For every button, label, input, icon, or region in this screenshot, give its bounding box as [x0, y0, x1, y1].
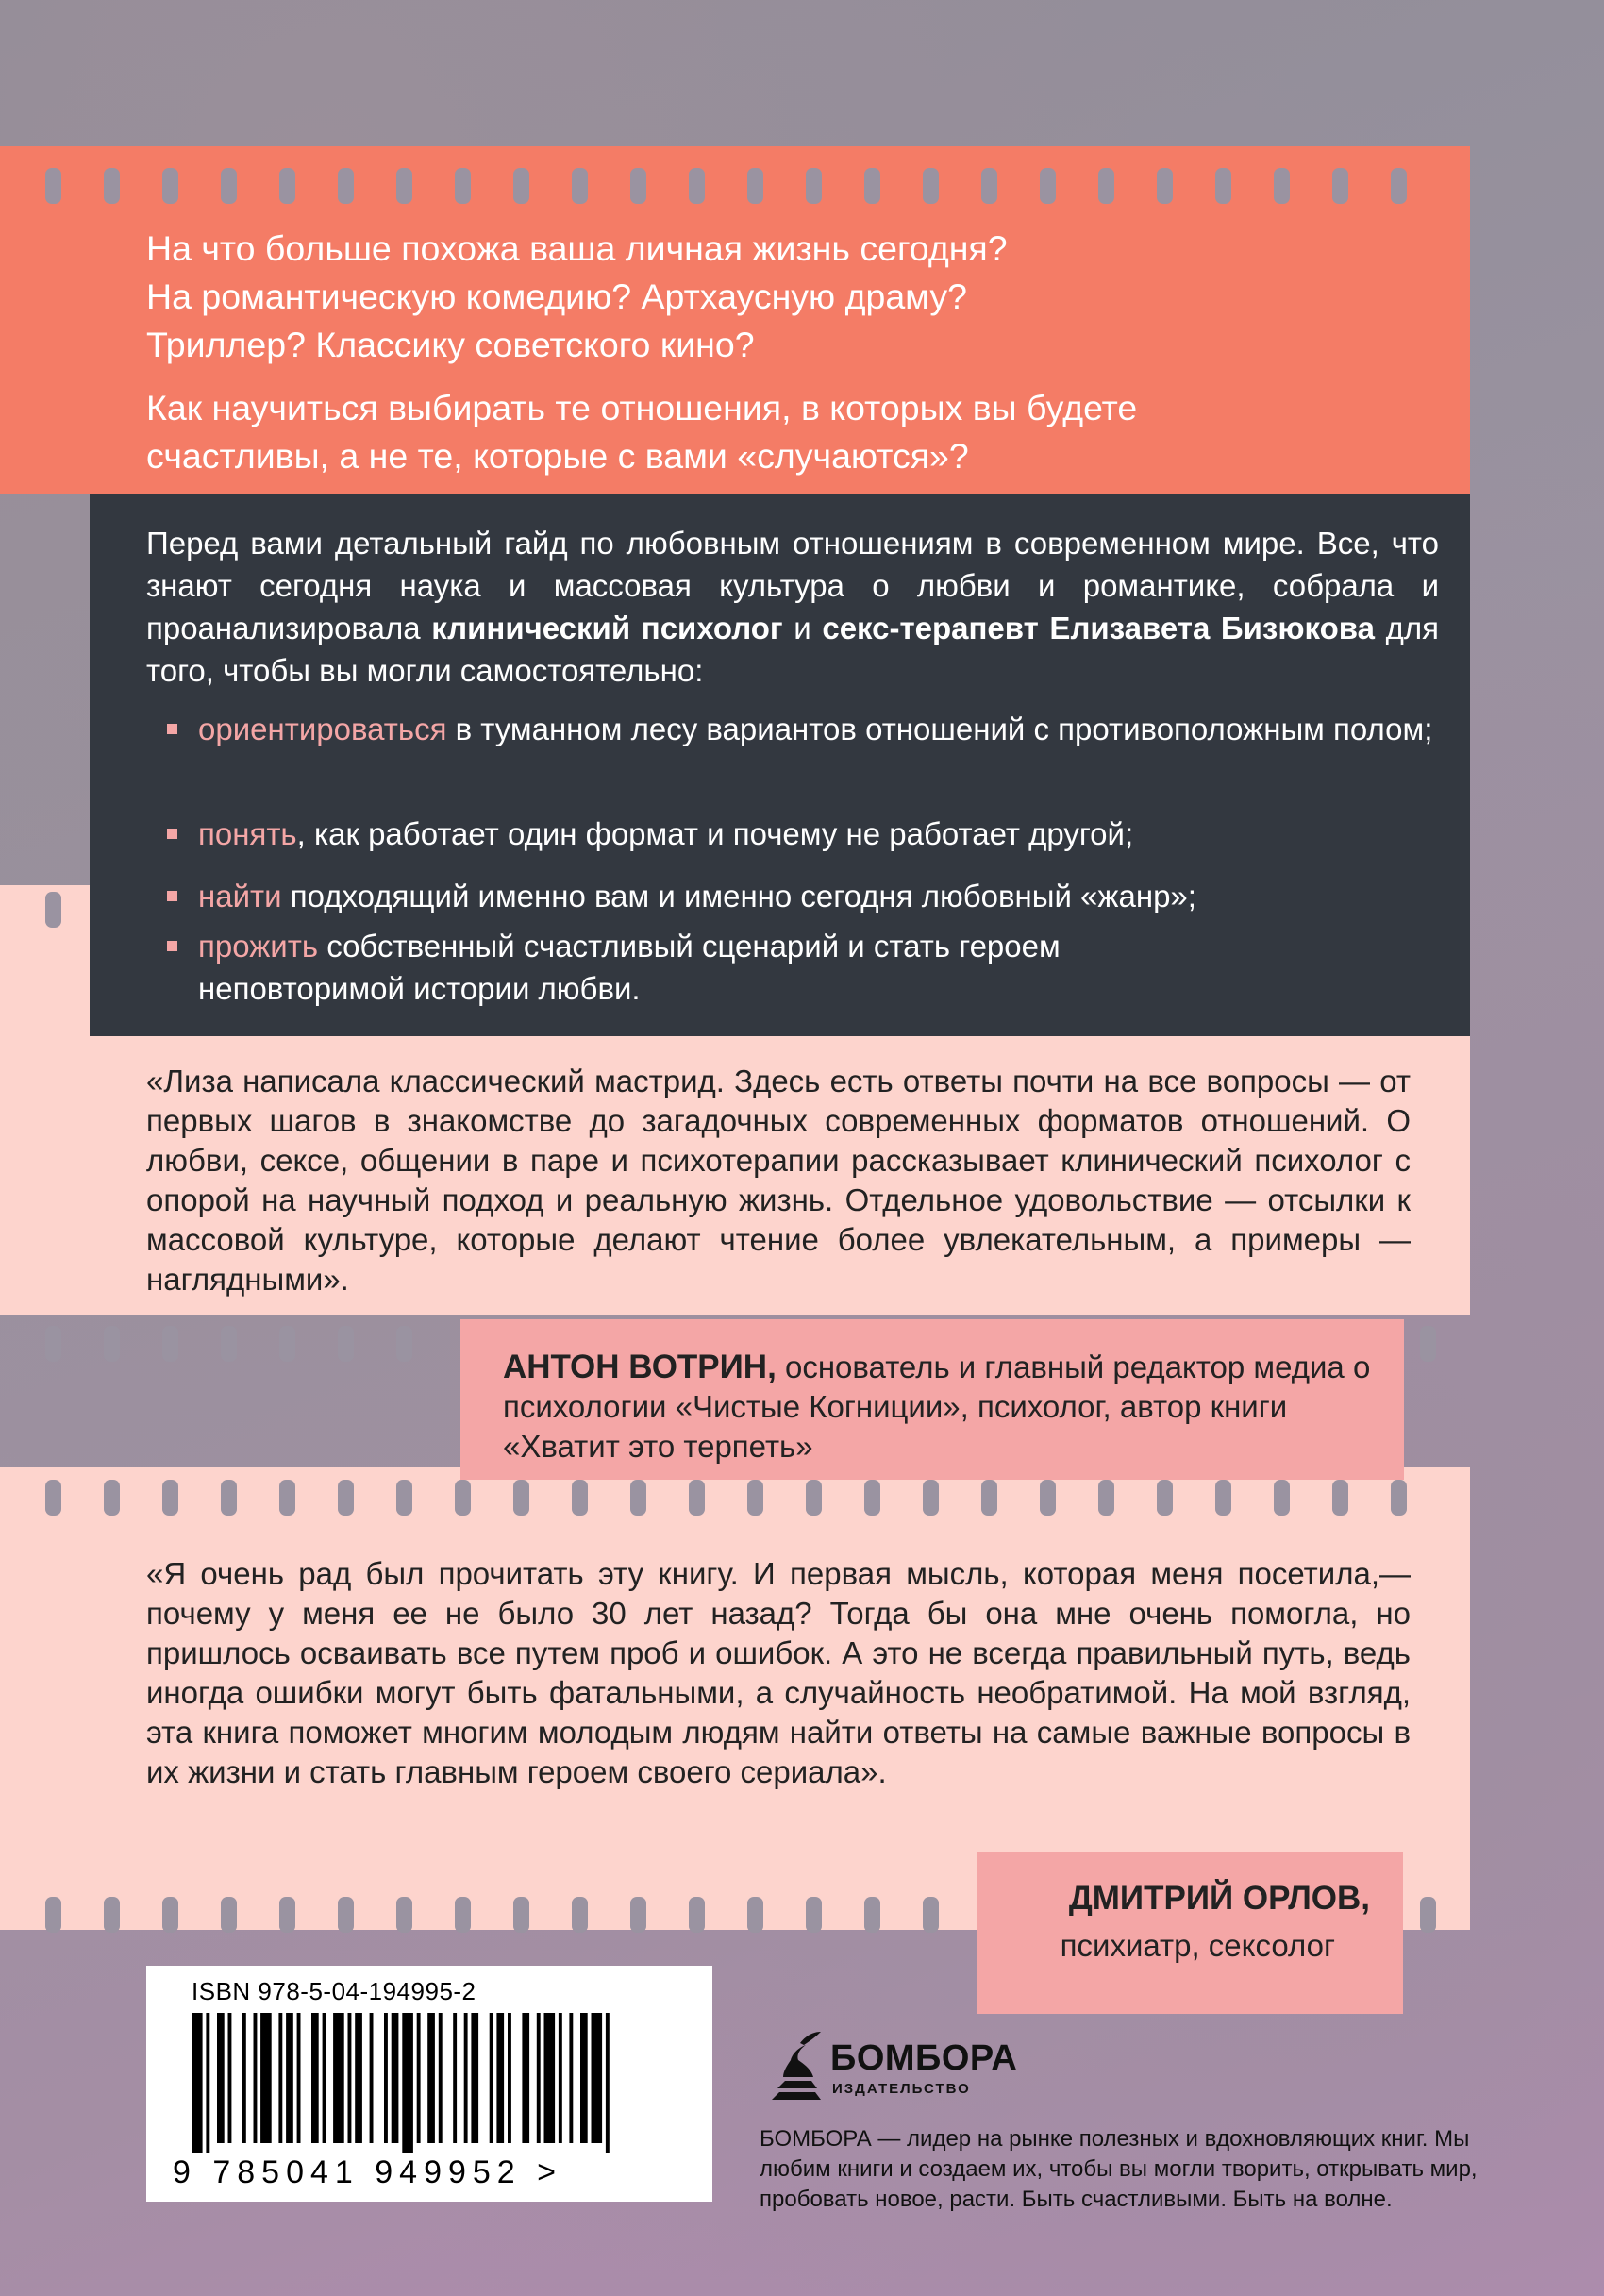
barcode-bar [392, 2013, 399, 2143]
barcode-bar [206, 2013, 209, 2153]
barcode-bar [453, 2013, 457, 2143]
barcode-bar [606, 2013, 610, 2153]
barcode-bar [228, 2013, 232, 2143]
attribution-text [503, 1348, 1380, 1466]
film-perforations-pink2a [0, 1480, 1604, 1521]
film-perforation [1215, 168, 1231, 204]
quote-orlov: «Я очень рад был прочитать эту книгу. И первая мысль, которая меня посетила,— почему у меня ее не было 30 лет назад? Тогда бы она мне очень помогла, но пришлось осваивать все путем проб и ошибок. А это не всегда правильный путь, ведь иногда ошибки могут быть фатальными, а случайность необратимой. На мой взгляд, эта книга поможет многим молодым людям найти ответы на самые важные вопросы в их жизни и стать главным героем своего сериала». [146, 1556, 1411, 1789]
headline-line: Триллер? Классику советского кино? [146, 325, 755, 364]
film-perforation [1332, 1480, 1348, 1516]
film-perforation [338, 1326, 354, 1362]
barcode-bar [254, 2013, 258, 2143]
film-perforation [396, 1480, 412, 1516]
intro-bold: секс-терапевт Елизавета Бизюкова [822, 611, 1375, 645]
film-perforation [923, 1897, 939, 1933]
bullet-rest: в туманном лесу вариантов отношений с противоположным полом; [446, 712, 1433, 746]
headline-line: На что больше похожа ваша личная жизнь сегодня? [146, 228, 1008, 268]
headline-subquestion [146, 384, 1467, 480]
film-perforation [630, 1480, 646, 1516]
barcode-bar [490, 2013, 493, 2143]
film-perforation [162, 1326, 178, 1362]
barcode-bar [537, 2013, 541, 2143]
bullet-rest: подходящий именно вам и именно сегодня любовный «жанр»; [281, 879, 1196, 913]
film-perforation [1274, 1480, 1290, 1516]
film-perforation [279, 1897, 295, 1933]
film-perforation [396, 168, 412, 204]
intro-bold: клинический психолог [431, 611, 783, 645]
film-perforation [806, 1897, 822, 1933]
barcode-bar [278, 2013, 282, 2143]
barcode-bar [544, 2013, 556, 2143]
film-perforation [572, 168, 588, 204]
barcode-bar [323, 2013, 326, 2143]
film-perforation [279, 1480, 295, 1516]
film-perforation [45, 1897, 61, 1933]
film-perforation [1157, 168, 1173, 204]
bullet-marker-icon [167, 941, 177, 951]
film-perforation [747, 1897, 763, 1933]
film-perforation [162, 1480, 178, 1516]
bullet-text [198, 875, 1434, 917]
bullet-accent: ориентироваться [198, 712, 447, 746]
film-perforation [338, 168, 354, 204]
barcode-bar [242, 2013, 246, 2143]
isbn-label: ISBN 978-5-04-194995-2 [192, 1977, 476, 2005]
barcode-bar [559, 2013, 562, 2143]
film-perforation [1040, 1480, 1056, 1516]
intro-text: и [782, 611, 823, 645]
film-perforation [104, 1480, 120, 1516]
barcode-bar [417, 2013, 421, 2143]
film-perforation [689, 168, 705, 204]
film-perforation [221, 1326, 237, 1362]
bullet-text [198, 708, 1434, 750]
isbn-digits: 9 785041 949952 > [173, 2154, 563, 2190]
film-perforation [806, 168, 822, 204]
film-perforation [689, 1897, 705, 1933]
barcode-bar [508, 2013, 511, 2143]
film-perforation [455, 168, 471, 204]
film-perforation [864, 168, 880, 204]
bullet-text [198, 925, 1198, 1010]
barcode-bar [286, 2013, 293, 2143]
barcode-bar [333, 2013, 344, 2143]
film-perforation [747, 1480, 763, 1516]
film-perforation [221, 168, 237, 204]
film-perforation [1391, 168, 1407, 204]
publisher-subtitle: ИЗДАТЕЛЬСТВО [832, 2081, 971, 2097]
film-perforation [45, 892, 61, 928]
barcode-bar [592, 2013, 603, 2143]
bullet-rest: собственный счастливый сценарий и стать героем неповторимой истории любви. [198, 929, 1061, 1006]
film-perforation [279, 1326, 295, 1362]
barcode-bar [384, 2013, 388, 2143]
film-perforation [338, 1897, 354, 1933]
intro-text: для того, чтобы вы могли самостоятельно: [146, 611, 1439, 688]
film-perforation [1098, 1480, 1114, 1516]
film-perforation [104, 1897, 120, 1933]
film-perforation [981, 1480, 997, 1516]
film-perforation [923, 168, 939, 204]
bullet-marker-icon [167, 891, 177, 901]
barcode-bar [496, 2013, 504, 2143]
quote-votrin: «Лиза написала классический мастрид. Здесь есть ответы почти на все вопросы — от первых шагов в знакомстве до загадочных современных форматов отношений. О любви, сексе, общении в паре и психотерапии рассказывает клинический психолог с опорой на научный подход и реальную жизнь. Отдельное удовольствие — отсылки к массовой культуре, которые делают чтение более увлекательным, а примеры — наглядными». [146, 1064, 1411, 1297]
barcode-bar [217, 2013, 225, 2143]
film-perforation [338, 1480, 354, 1516]
bullet-marker-icon [167, 724, 177, 734]
film-perforation [1157, 1480, 1173, 1516]
film-perforation [864, 1897, 880, 1933]
intro-paragraph [146, 522, 1439, 692]
headline-line: На романтическую комедию? Артхаусную драму? [146, 277, 967, 316]
isbn-barcode-box [146, 1966, 712, 2202]
film-perforation [162, 168, 178, 204]
attribution-orlov [977, 1852, 1403, 2014]
barcode-bar [297, 2013, 301, 2143]
barcode-bar [192, 2013, 203, 2153]
film-perforation [572, 1897, 588, 1933]
headline-line: Как научиться выбирать те отношения, в которых вы будете [146, 388, 1138, 427]
film-perforation [1274, 168, 1290, 204]
film-perforation [981, 168, 997, 204]
film-perforation [45, 1480, 61, 1516]
attribution-name: АНТОН ВОТРИН, [503, 1349, 777, 1385]
barcode-bar [311, 2013, 319, 2143]
film-perforation [104, 1326, 120, 1362]
barcode-bar [427, 2013, 435, 2143]
film-perforation [572, 1480, 588, 1516]
film-perforation [279, 168, 295, 204]
film-perforation [396, 1897, 412, 1933]
barcode-bar [370, 2013, 374, 2143]
film-perforation [630, 168, 646, 204]
film-perforation [1098, 168, 1114, 204]
headline-question [146, 225, 1467, 369]
film-perforation [1420, 1326, 1436, 1362]
barcode-bar [355, 2013, 362, 2143]
film-perforation [455, 1480, 471, 1516]
barcode-bar [348, 2013, 352, 2143]
barcode-bar [439, 2013, 443, 2143]
barcode-bar [260, 2013, 272, 2143]
barcode-bar [402, 2013, 413, 2153]
film-perforation [1040, 168, 1056, 204]
bullet-accent: прожить [198, 929, 319, 964]
film-perforation [513, 1897, 529, 1933]
barcode-bar [580, 2013, 588, 2143]
bullet-accent: найти [198, 879, 282, 913]
film-perforation [104, 168, 120, 204]
film-perforation [455, 1897, 471, 1933]
barcode-bar [471, 2013, 478, 2143]
bullet-accent: понять [198, 816, 297, 851]
attribution-role: основатель и главный редактор медиа о психологии «Чистые Когниции», психолог, автор книги «Хватит это терпеть» [503, 1349, 1371, 1464]
film-perforation [630, 1897, 646, 1933]
film-perforation [45, 1326, 61, 1362]
bullet-marker-icon [167, 829, 177, 839]
attribution-name: ДМИТРИЙ ОРЛОВ, [1068, 1880, 1370, 1917]
film-perforation [689, 1480, 705, 1516]
film-perforation [747, 168, 763, 204]
film-perforation [221, 1897, 237, 1933]
film-perforation [1391, 1480, 1407, 1516]
publisher-name: БОМБОРА [830, 2038, 1018, 2078]
barcode-bar [522, 2013, 529, 2143]
barcode-icon [192, 2013, 682, 2153]
bullet-text [198, 813, 1434, 855]
film-perforation [396, 1326, 412, 1362]
publisher-about: БОМБОРА — лидер на рынке полезных и вдохновляющих книг. Мы любим книги и создаем их, чтобы вы могли творить, открывать мир, пробовать новое, расти. Быть счастливыми. Быть на волне. [760, 2126, 1478, 2212]
film-perforation [221, 1480, 237, 1516]
bullet-rest: , как работает один формат и почему не работает другой; [296, 816, 1134, 851]
film-perforation [1332, 168, 1348, 204]
barcode-bar [569, 2013, 573, 2143]
film-perforations-coral [0, 168, 1604, 209]
film-perforation [923, 1480, 939, 1516]
headline-line: счастливы, а не те, которые с вами «случаются»? [146, 436, 969, 476]
barcode-bar [464, 2013, 468, 2143]
film-perforation [513, 1480, 529, 1516]
film-perforation [806, 1480, 822, 1516]
attribution-role: психиатр, сексолог [1060, 1928, 1335, 1963]
film-perforation [45, 168, 61, 204]
film-perforation [1215, 1480, 1231, 1516]
film-perforation [1420, 1897, 1436, 1933]
attribution-votrin [460, 1319, 1404, 1480]
film-perforation [162, 1897, 178, 1933]
intro-text: Перед вами детальный гайд по любовным отношениям в современном мире. Все, что знают сегодня наука и массовая культура о любви и романтике, собрала и проанализировала [146, 526, 1439, 645]
film-perforation [513, 168, 529, 204]
film-perforation [864, 1480, 880, 1516]
